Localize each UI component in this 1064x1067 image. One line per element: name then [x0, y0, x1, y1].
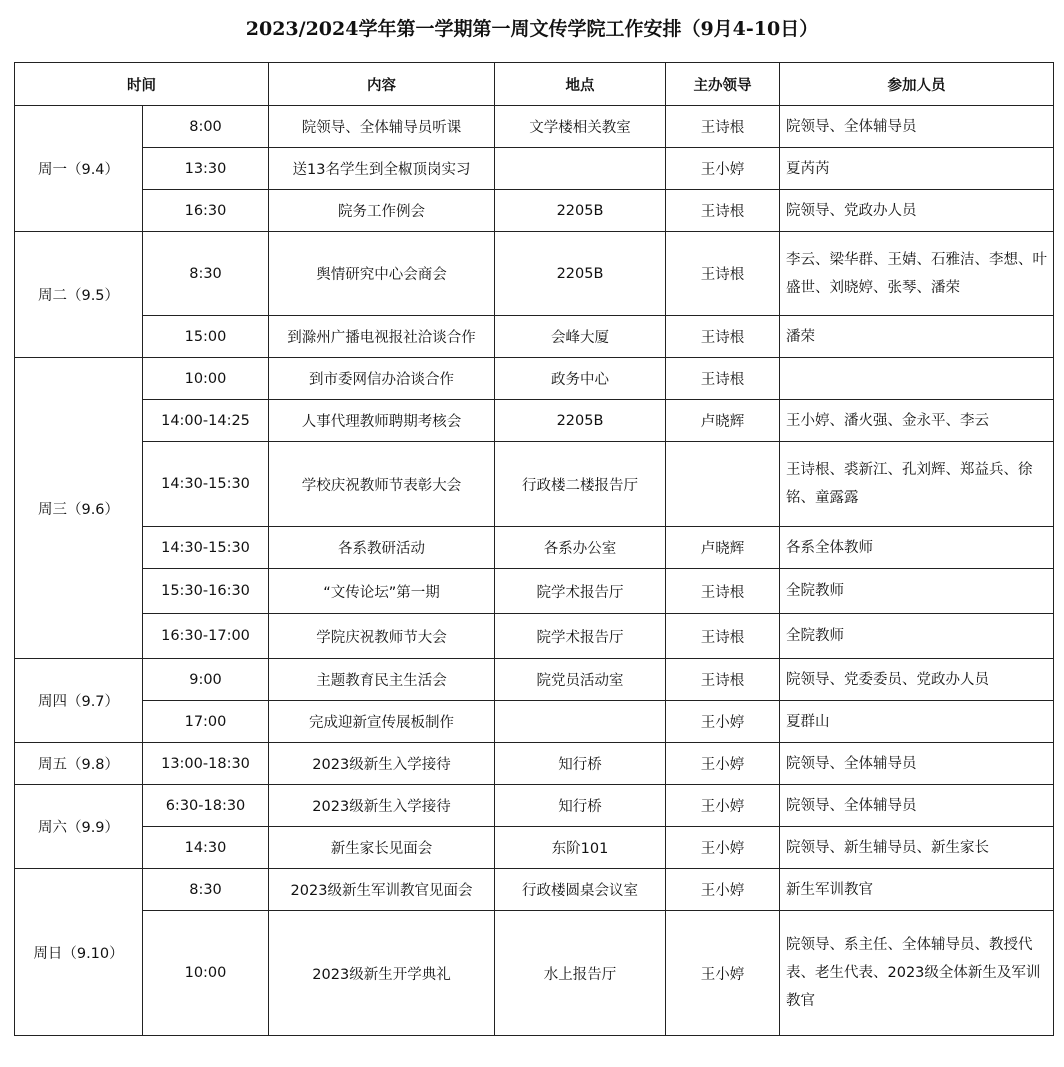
time-cell: 10:00	[143, 911, 269, 1036]
leader-cell	[666, 442, 780, 527]
location-cell: 行政楼二楼报告厅	[495, 442, 666, 527]
time-cell: 8:00	[143, 106, 269, 148]
day-label: 周三（9.6）	[15, 358, 143, 659]
location-cell: 院学术报告厅	[495, 569, 666, 614]
location-cell: 政务中心	[495, 358, 666, 400]
content-cell: 2023级新生开学典礼	[269, 911, 495, 1036]
table-row	[15, 743, 1054, 785]
table-row	[15, 148, 1054, 190]
time-cell: 6:30-18:30	[143, 785, 269, 827]
location-cell: 东阶101	[495, 827, 666, 869]
content-cell: 到市委网信办洽谈合作	[269, 358, 495, 400]
time-cell: 13:30	[143, 148, 269, 190]
participants-cell: 新生军训教官	[780, 869, 1054, 911]
leader-cell: 王诗根	[666, 232, 780, 316]
time-cell: 14:30-15:30	[143, 442, 269, 527]
table-row	[15, 869, 1054, 911]
participants-cell: 院领导、新生辅导员、新生家长	[780, 827, 1054, 869]
leader-cell: 王诗根	[666, 190, 780, 232]
header-content: 内容	[269, 63, 495, 106]
header-leader: 主办领导	[666, 63, 780, 106]
content-cell: 送13名学生到全椒顶岗实习	[269, 148, 495, 190]
leader-cell: 王小婷	[666, 869, 780, 911]
content-cell: 到滁州广播电视报社洽谈合作	[269, 316, 495, 358]
location-cell	[495, 148, 666, 190]
leader-cell: 王小婷	[666, 827, 780, 869]
table-row	[15, 358, 1054, 400]
table-row	[15, 785, 1054, 827]
leader-cell: 王诗根	[666, 569, 780, 614]
location-cell: 2205B	[495, 190, 666, 232]
table-row	[15, 400, 1054, 442]
participants-cell: 夏群山	[780, 701, 1054, 743]
content-cell: 院领导、全体辅导员听课	[269, 106, 495, 148]
participants-cell: 各系全体教师	[780, 527, 1054, 569]
table-row	[15, 442, 1054, 527]
content-cell: 院务工作例会	[269, 190, 495, 232]
leader-cell: 王小婷	[666, 911, 780, 1036]
content-cell: 舆情研究中心会商会	[269, 232, 495, 316]
participants-cell: 全院教师	[780, 614, 1054, 659]
header-time: 时间	[15, 63, 269, 106]
location-cell	[495, 701, 666, 743]
participants-cell: 院领导、全体辅导员	[780, 106, 1054, 148]
time-cell: 16:30-17:00	[143, 614, 269, 659]
participants-cell: 院领导、全体辅导员	[780, 743, 1054, 785]
participants-cell: 院领导、党政办人员	[780, 190, 1054, 232]
content-cell: 各系教研活动	[269, 527, 495, 569]
time-cell: 14:00-14:25	[143, 400, 269, 442]
header-location: 地点	[495, 63, 666, 106]
time-cell: 10:00	[143, 358, 269, 400]
leader-cell: 王诗根	[666, 614, 780, 659]
time-cell: 14:30	[143, 827, 269, 869]
document-title: 2023/2024学年第一学期第一周文传学院工作安排（9月4-10日）	[245, 18, 819, 40]
day-label: 周五（9.8）	[15, 743, 143, 785]
time-cell: 17:00	[143, 701, 269, 743]
time-cell: 15:30-16:30	[143, 569, 269, 614]
header-row	[15, 63, 1054, 106]
location-cell: 各系办公室	[495, 527, 666, 569]
location-cell: 知行桥	[495, 785, 666, 827]
content-cell: 完成迎新宣传展板制作	[269, 701, 495, 743]
location-cell: 会峰大厦	[495, 316, 666, 358]
location-cell: 院党员活动室	[495, 659, 666, 701]
participants-cell: 全院教师	[780, 569, 1054, 614]
location-cell: 2205B	[495, 232, 666, 316]
location-cell: 行政楼圆桌会议室	[495, 869, 666, 911]
participants-cell: 王小婷、潘火强、金永平、李云	[780, 400, 1054, 442]
leader-cell: 王小婷	[666, 148, 780, 190]
content-cell: 新生家长见面会	[269, 827, 495, 869]
day-label: 周一（9.4）	[15, 106, 143, 232]
table-row	[15, 190, 1054, 232]
content-cell: 人事代理教师聘期考核会	[269, 400, 495, 442]
participants-cell: 院领导、系主任、全体辅导员、教授代表、老生代表、2023级全体新生及军训教官	[780, 911, 1054, 1036]
time-cell: 9:00	[143, 659, 269, 701]
content-cell: 2023级新生军训教官见面会	[269, 869, 495, 911]
content-cell: 学院庆祝教师节大会	[269, 614, 495, 659]
table-row	[15, 911, 1054, 1036]
participants-cell: 潘荣	[780, 316, 1054, 358]
content-cell: “文传论坛”第一期	[269, 569, 495, 614]
location-cell: 知行桥	[495, 743, 666, 785]
table-row	[15, 316, 1054, 358]
content-cell: 学校庆祝教师节表彰大会	[269, 442, 495, 527]
time-cell: 8:30	[143, 869, 269, 911]
table-row	[15, 659, 1054, 701]
table-row	[15, 527, 1054, 569]
day-label: 周日（9.10）	[15, 869, 143, 1036]
table-row	[15, 701, 1054, 743]
time-cell: 13:00-18:30	[143, 743, 269, 785]
location-cell: 水上报告厅	[495, 911, 666, 1036]
content-cell: 主题教育民主生活会	[269, 659, 495, 701]
day-label: 周六（9.9）	[15, 785, 143, 869]
participants-cell: 王诗根、裘新江、孔刘辉、郑益兵、徐铭、童露露	[780, 442, 1054, 527]
leader-cell: 王小婷	[666, 785, 780, 827]
time-cell: 15:00	[143, 316, 269, 358]
participants-cell: 院领导、党委委员、党政办人员	[780, 659, 1054, 701]
table-row	[15, 614, 1054, 659]
schedule-table	[14, 62, 1054, 1036]
content-cell: 2023级新生入学接待	[269, 743, 495, 785]
leader-cell: 卢晓辉	[666, 527, 780, 569]
leader-cell: 王小婷	[666, 701, 780, 743]
leader-cell: 王诗根	[666, 106, 780, 148]
participants-cell: 夏芮芮	[780, 148, 1054, 190]
table-row	[15, 106, 1054, 148]
location-cell: 2205B	[495, 400, 666, 442]
leader-cell: 卢晓辉	[666, 400, 780, 442]
header-participants: 参加人员	[780, 63, 1054, 106]
time-cell: 14:30-15:30	[143, 527, 269, 569]
participants-cell: 李云、梁华群、王婧、石雅洁、李想、叶盛世、刘晓婷、张琴、潘荣	[780, 232, 1054, 316]
leader-cell: 王诗根	[666, 659, 780, 701]
leader-cell: 王诗根	[666, 316, 780, 358]
table-row	[15, 827, 1054, 869]
day-label: 周二（9.5）	[15, 232, 143, 358]
time-cell: 16:30	[143, 190, 269, 232]
day-label: 周四（9.7）	[15, 659, 143, 743]
table-row	[15, 569, 1054, 614]
content-cell: 2023级新生入学接待	[269, 785, 495, 827]
location-cell: 文学楼相关教室	[495, 106, 666, 148]
location-cell: 院学术报告厅	[495, 614, 666, 659]
participants-cell	[780, 358, 1054, 400]
table-row	[15, 232, 1054, 316]
leader-cell: 王小婷	[666, 743, 780, 785]
participants-cell: 院领导、全体辅导员	[780, 785, 1054, 827]
leader-cell: 王诗根	[666, 358, 780, 400]
time-cell: 8:30	[143, 232, 269, 316]
